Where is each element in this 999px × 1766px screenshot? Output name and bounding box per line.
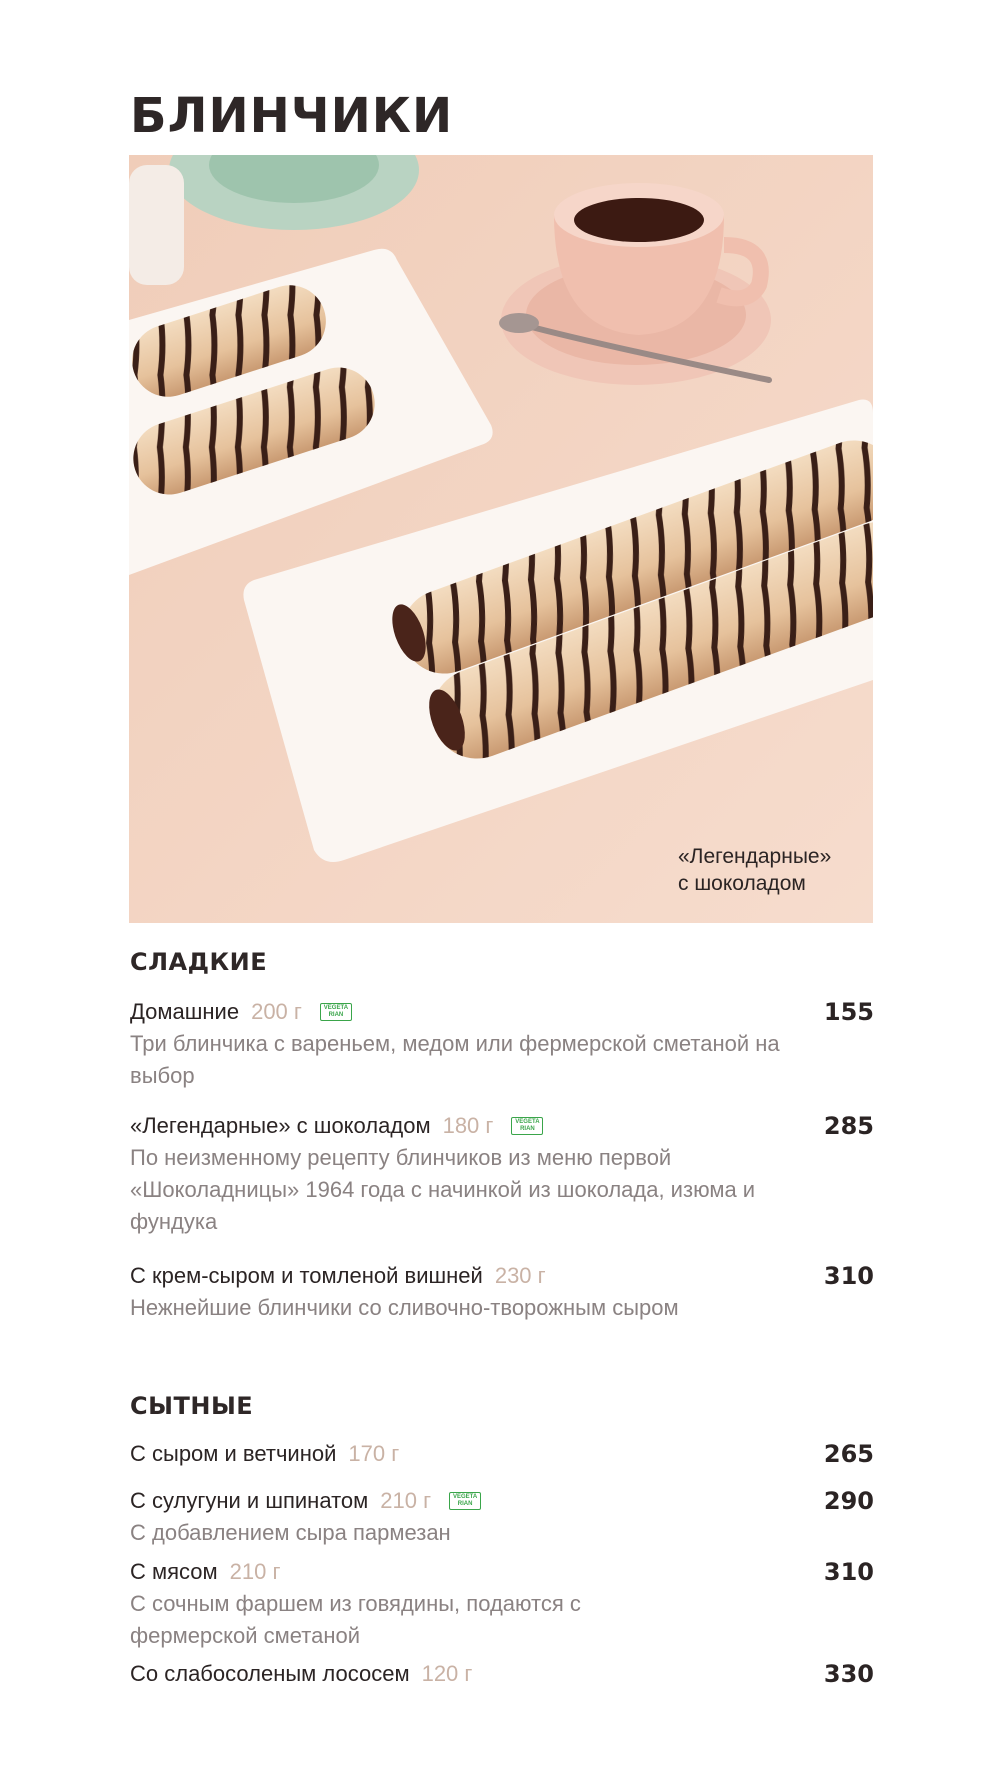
item-name: С крем-сыром и томленой вишней (130, 1263, 483, 1288)
item-weight: 120 г (421, 1661, 473, 1686)
vegetarian-badge-icon: VEGETA RIAN (449, 1492, 481, 1510)
photo-caption-line1: «Легендарные» (678, 845, 832, 868)
page-title: БЛИНЧИКИ (130, 88, 454, 144)
item-description: По неизменному рецепту блинчиков из меню первой «Шоколадницы» 1964 года с начинкой из шоколада, изюма и фундука (130, 1145, 756, 1234)
photo-caption (678, 843, 831, 897)
vegetarian-badge-icon: VEGETA RIAN (320, 1003, 352, 1021)
item-price: 330 (823, 1660, 874, 1688)
menu-item-domashnie (130, 998, 874, 1092)
item-description: С добавлением сыра пармезан (130, 1520, 451, 1545)
item-price: 310 (823, 1262, 874, 1290)
item-price: 285 (823, 1112, 874, 1140)
menu-item-krem-syr (130, 1262, 874, 1324)
item-name: С сыром и ветчиной (130, 1441, 337, 1466)
dish-photo (129, 155, 873, 923)
vegetarian-badge-icon: VEGETA RIAN (511, 1117, 543, 1135)
item-weight: 210 г (380, 1488, 432, 1513)
item-description: Нежнейшие блинчики со сливочно-творожным сыром (130, 1295, 679, 1320)
section-heading-hearty: СЫТНЫЕ (130, 1392, 254, 1420)
item-weight: 230 г (494, 1263, 546, 1288)
item-price: 290 (823, 1487, 874, 1515)
item-name: Со слабосоленым лососем (130, 1661, 410, 1686)
item-name: Домашние (130, 999, 240, 1024)
item-name: С сулугуни и шпинатом (130, 1488, 369, 1513)
item-name: «Легендарные» с шоколадом (130, 1113, 431, 1138)
item-price: 155 (823, 998, 874, 1026)
photo-caption-line2: с шоколадом (678, 872, 806, 895)
item-name: С мясом (130, 1559, 218, 1584)
pancakes-illustration (129, 155, 873, 923)
menu-item-losos (130, 1660, 874, 1688)
item-description: Три блинчика с вареньем, медом или фермерской сметаной на выбор (130, 1031, 780, 1088)
item-weight: 200 г (251, 999, 302, 1024)
menu-item-suluguni (130, 1487, 874, 1549)
section-heading-sweet: СЛАДКИЕ (130, 948, 268, 976)
menu-item-legendarnye (130, 1112, 874, 1238)
item-description: С сочным фаршем из говядины, подаются с фермерской сметаной (130, 1591, 581, 1648)
item-weight: 170 г (348, 1441, 400, 1466)
item-weight: 180 г (442, 1113, 494, 1138)
menu-item-myaso (130, 1558, 874, 1652)
item-price: 310 (823, 1558, 874, 1586)
item-price: 265 (823, 1440, 874, 1468)
menu-item-syr-vetchina (130, 1440, 874, 1468)
item-weight: 210 г (229, 1559, 281, 1584)
